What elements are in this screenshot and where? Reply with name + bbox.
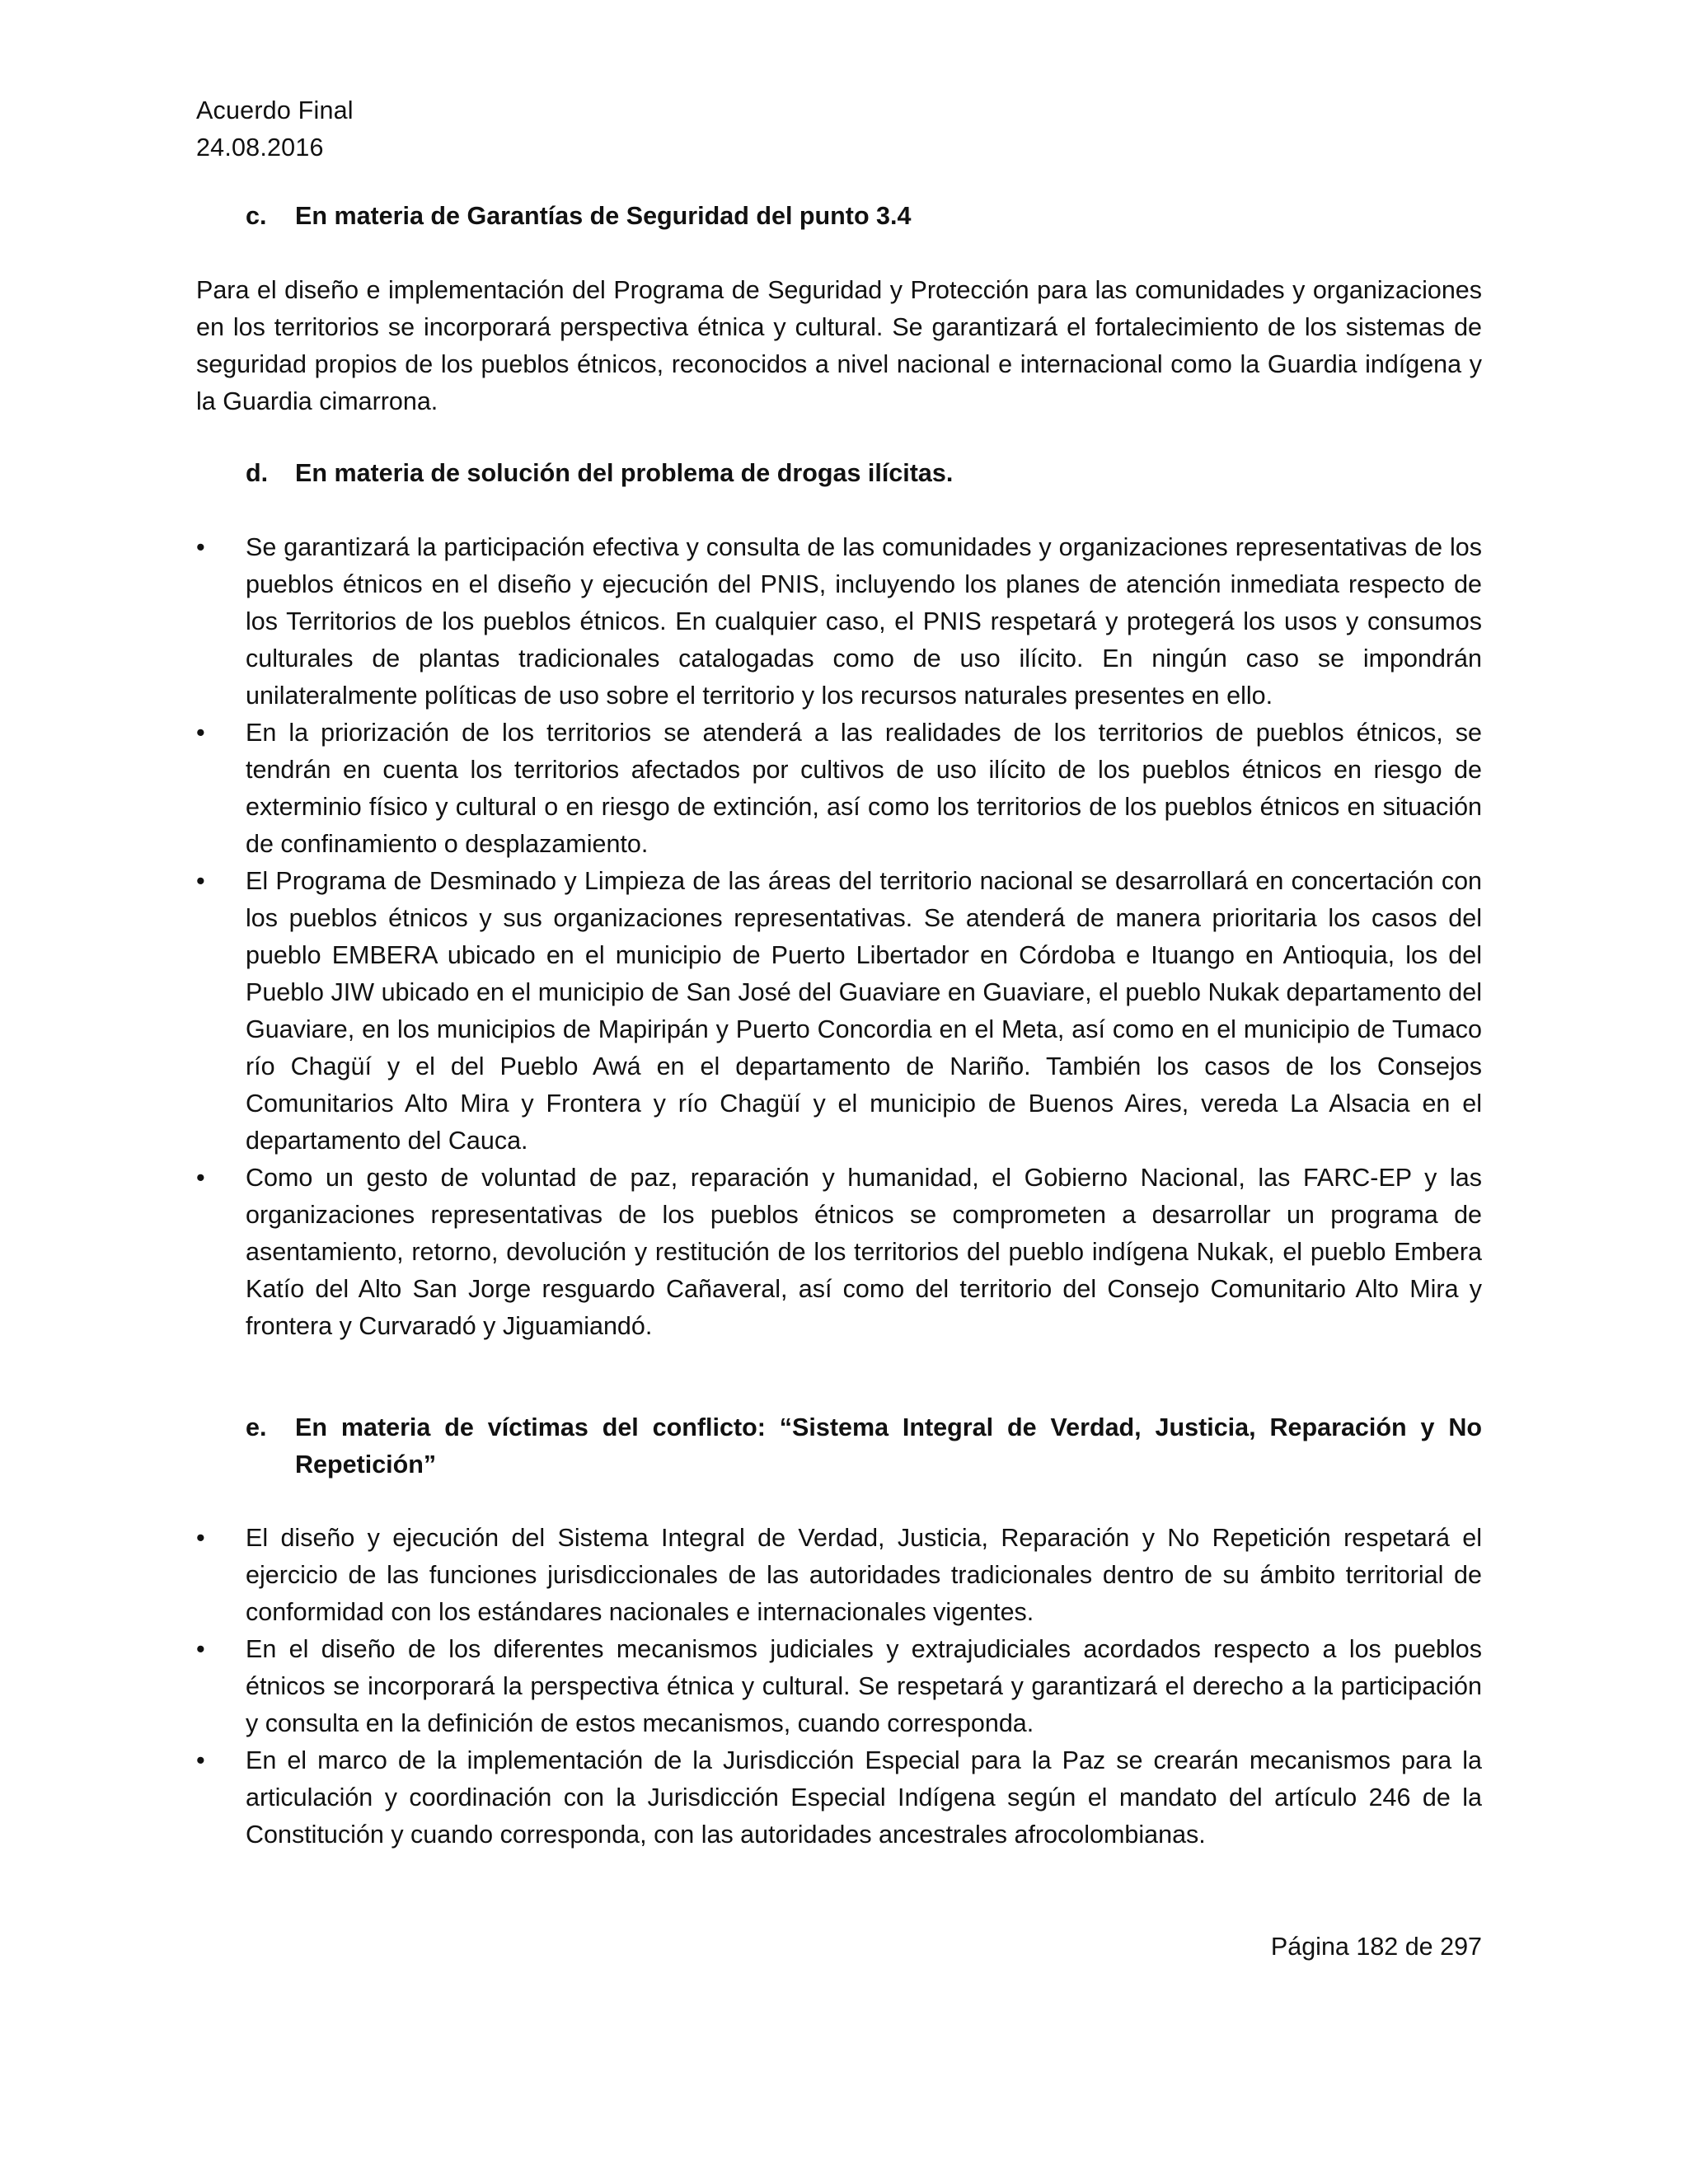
section-d-heading [246,455,1482,492]
bullet-icon: • [196,1164,205,1192]
page-number: Página 182 de 297 [1270,1933,1482,1961]
bullet-icon: • [196,1746,205,1774]
section-d-letter: d. [246,459,269,487]
bullet-text: Se garantizará la participación efectiva y consulta de las comunidades y organizaciones representativas de los pueblos étnicos en el diseño y ejecución del PNIS, incluyendo los planes de atención inmediata respecto de los Territorios de los pueblos étnicos. En cualquier caso, el PNIS respetará y protegerá los usos y consumos culturales de plantas tradicionales catalogadas como de uso ilícito. En ningún caso se impondrán unilateralmente políticas de uso sobre el territorio y los recursos naturales presentes en ello. [246,533,1482,710]
section-c-title: En materia de Garantías de Seguridad del punto 3.4 [295,202,912,230]
section-c-heading [246,198,1482,235]
section-d-bullet-list [196,529,1482,1345]
list-item [196,1520,1482,1631]
bullet-icon: • [196,533,205,561]
bullet-text: En el marco de la implementación de la Jurisdicción Especial para la Paz se crearán mecanismos para la articulación y coordinación con la Jurisdicción Especial Indígena según el mandato del artículo 246 de la Constitución y cuando corresponda, con las autoridades ancestrales afrocolombianas. [246,1746,1482,1849]
bullet-text: Como un gesto de voluntad de paz, reparación y humanidad, el Gobierno Nacional, las FARC-EP y las organizaciones representativas de los pueblos étnicos se comprometen a desarrollar un programa de asentamiento, retorno, devolución y restitución de los territorios del pueblo indígena Nukak, el pueblo Embera Katío del Alto San Jorge resguardo Cañaveral, así como del territorio del Consejo Comunitario Alto Mira y frontera y Curvaradó y Jiguamiandó. [246,1164,1482,1340]
section-e-title: En materia de víctimas del conflicto: “Sistema Integral de Verdad, Justicia, Reparación y No Repetición” [295,1413,1482,1479]
list-item [196,1742,1482,1854]
section-c-paragraph: Para el diseño e implementación del Programa de Seguridad y Protección para las comunidades y organizaciones en los territorios se incorporará perspectiva étnica y cultural. Se garantizará el fortalecimiento de los sistemas de seguridad propios de los pueblos étnicos, reconocidos a nivel nacional e internacional como la Guardia indígena y la Guardia cimarrona. [196,276,1482,415]
section-e-bullet-list [196,1520,1482,1854]
bullet-icon: • [196,1635,205,1663]
list-item [196,715,1482,863]
section-d-title: En materia de solución del problema de drogas ilícitas. [295,459,954,487]
list-item [196,863,1482,1160]
list-item [196,529,1482,715]
bullet-text: En la priorización de los territorios se atenderá a las realidades de los territorios de pueblos étnicos, se tendrán en cuenta los territorios afectados por cultivos de uso ilícito de los pueblos étnicos en riesgo de exterminio físico y cultural o en riesgo de extinción, así como los territorios de los pueblos étnicos en situación de confinamiento o desplazamiento. [246,719,1482,858]
document-header [196,92,354,166]
bullet-icon: • [196,867,205,895]
bullet-icon: • [196,719,205,747]
bullet-text: El Programa de Desminado y Limpieza de las áreas del territorio nacional se desarrollará en concertación con los pueblos étnicos y sus organizaciones representativas. Se atenderá de manera prioritaria los casos del pueblo EMBERA ubicado en el municipio de Puerto Libertador en Córdoba e Ituango en Antioquia, los del Pueblo JIW ubicado en el municipio de San José del Guaviare en Guaviare, el pueblo Nukak departamento del Guaviare, en los municipios de Mapiripán y Puerto Concordia en el Meta, así como en el municipio de Tumaco río Chagüí y el del Pueblo Awá en el departamento de Nariño. También los casos de los Consejos Comunitarios Alto Mira y Frontera y río Chagüí y el municipio de Buenos Aires, vereda La Alsacia en el departamento del Cauca. [246,867,1482,1155]
document-date: 24.08.2016 [196,134,324,162]
bullet-text: En el diseño de los diferentes mecanismos judiciales y extrajudiciales acordados respecto a los pueblos étnicos se incorporará la perspectiva étnica y cultural. Se respetará y garantizará el derecho a la participación y consulta en la definición de estos mecanismos, cuando corresponda. [246,1635,1482,1737]
section-e-heading [246,1409,1482,1483]
section-c-letter: c. [246,202,267,230]
list-item [196,1631,1482,1742]
bullet-text: El diseño y ejecución del Sistema Integral de Verdad, Justicia, Reparación y No Repetición respetará el ejercicio de las funciones jurisdiccionales de las autoridades tradicionales dentro de su ámbito territorial de conformidad con los estándares nacionales e internacionales vigentes. [246,1524,1482,1626]
list-item [196,1160,1482,1345]
bullet-icon: • [196,1524,205,1552]
document-title: Acuerdo Final [196,96,354,124]
section-e-letter: e. [246,1413,267,1441]
